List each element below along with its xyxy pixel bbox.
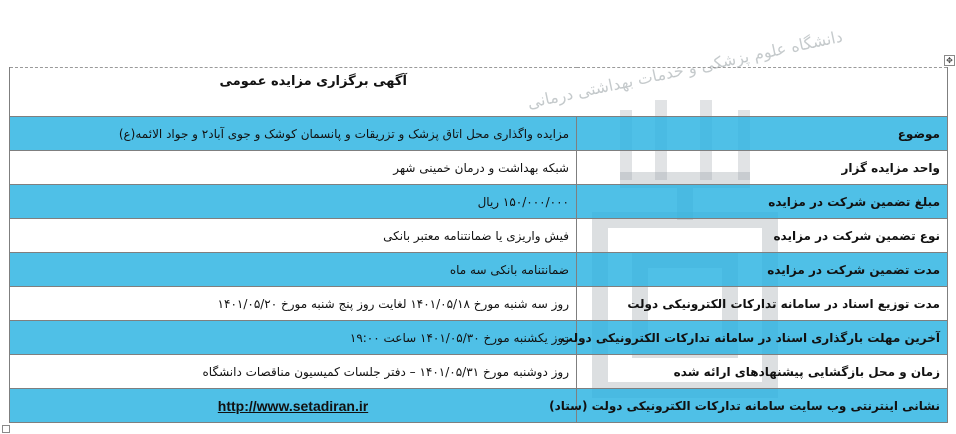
auctioneer-label: واحد مزایده گزار: [577, 151, 948, 185]
guarantee-type-label: نوع تضمین شرکت در مزایده: [577, 219, 948, 253]
upload-deadline-value: روز یکشنبه مورخ ۱۴۰۱/۰۵/۳۰ ساعت ۱۹:۰۰: [10, 321, 577, 355]
setadiran-link[interactable]: http://www.setadiran.ir: [217, 397, 369, 414]
table-row: [10, 253, 948, 287]
watermark-text: دانشگاه علوم پزشکی و خدمات بهداشتی درمانی: [525, 26, 845, 113]
opening-time-value: روز دوشنبه مورخ ۱۴۰۱/۰۵/۳۱ – دفتر جلسات کمیسیون مناقصات دانشگاه: [10, 355, 577, 389]
document-distribution-value: روز سه شنبه مورخ ۱۴۰۱/۰۵/۱۸ لغایت روز پنج شنبه مورخ ۱۴۰۱/۰۵/۲۰: [10, 287, 577, 321]
table-move-handle[interactable]: ✥: [944, 55, 955, 66]
guarantee-amount-label: مبلغ تضمین شرکت در مزایده: [577, 185, 948, 219]
table-row: [10, 321, 948, 355]
notice-title: آگهی برگزاری مزایده عمومی: [219, 73, 407, 89]
document-distribution-label: مدت توزیع اسناد در سامانه تدارکات الکترونیکی دولت: [577, 287, 948, 321]
auction-notice-table: [9, 67, 948, 423]
guarantee-duration-label: مدت تضمین شرکت در مزایده: [577, 253, 948, 287]
upload-deadline-label: آخرین مهلت بارگذاری اسناد در سامانه تدارکات الکترونیکی دولت: [577, 321, 948, 355]
table-row: [10, 355, 948, 389]
website-value: [10, 389, 577, 423]
guarantee-type-value: فیش واریزی یا ضمانتنامه معتبر بانکی: [10, 219, 577, 253]
opening-time-label: زمان و محل بازگشایی پیشنهادهای ارائه شده: [577, 355, 948, 389]
table-row: [10, 389, 948, 423]
subject-label: موضوع: [577, 117, 948, 151]
table-row: [10, 185, 948, 219]
table-row: [10, 117, 948, 151]
guarantee-amount-value: ۱۵۰/۰۰۰/۰۰۰ ریال: [10, 185, 577, 219]
subject-value: مزایده واگذاری محل اتاق پزشک و تزریقات و پانسمان کوشک و جوی آباد۲ و جواد الائمه(ع): [10, 117, 577, 151]
auctioneer-value: شبکه بهداشت و درمان خمینی شهر: [10, 151, 577, 185]
table-row: [10, 151, 948, 185]
table-resize-handle[interactable]: [2, 425, 10, 433]
table-row: [10, 219, 948, 253]
website-label: نشانی اینترنتی وب سایت سامانه تدارکات الکترونیکی دولت (ستاد): [577, 389, 948, 423]
title-cell: [10, 68, 948, 117]
table-row: [10, 287, 948, 321]
guarantee-duration-value: ضمانتنامه بانکی سه ماه: [10, 253, 577, 287]
